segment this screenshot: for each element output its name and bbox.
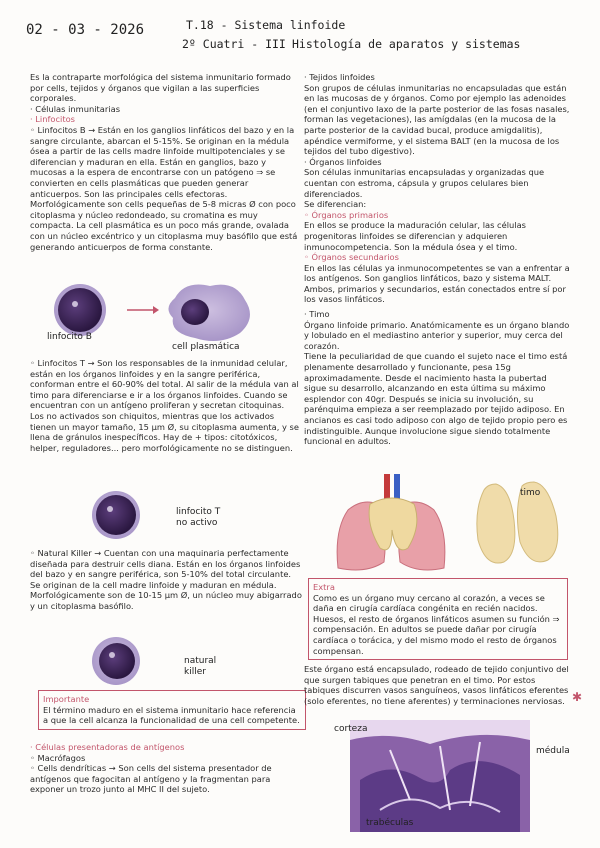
linfocitos-t-text: ◦ Linfocitos T → Son los responsables de la inmunidad celular, están en los órganos linfoides y en la sangre periférica, conforman entre el 60-90% del total. Al salir de la médula van al timo para diferenciarse e ir a los órganos linfoides. Cuando se encuentran con un antígeno proliferan y secretan citoquinas. bbox=[30, 358, 299, 411]
apc-title: · Células presentadoras de antígenos bbox=[30, 742, 185, 752]
cells-title: · Células inmunitarias bbox=[30, 103, 121, 114]
thymus-illustration bbox=[326, 470, 576, 576]
important-box bbox=[38, 690, 306, 730]
important-text: El término maduro en el sistema inmunitario hace referencia a que la cell alcanza la funcionalidad de una cell competente. bbox=[43, 704, 300, 726]
diferencian-text: Se diferencian: bbox=[304, 199, 367, 210]
important-title: Importante bbox=[43, 694, 90, 704]
lymphocyte-b-icon bbox=[54, 284, 106, 336]
star-icon: ✱ bbox=[572, 690, 583, 704]
extra-box bbox=[308, 578, 568, 660]
arrow-icon bbox=[127, 306, 159, 314]
date: 02 - 03 - 2026 bbox=[26, 22, 145, 38]
label-linfocito-t: linfocito T bbox=[176, 507, 221, 517]
label-linfocito-b: linfocito B bbox=[47, 332, 92, 342]
lymphocyte-t-image bbox=[88, 488, 148, 544]
label-killer: killer bbox=[184, 667, 206, 677]
label-medula: médula bbox=[536, 746, 570, 756]
apc-dendriticas: ◦ Cells dendríticas → Son cells del sistema presentador de antígenos que fagocitan al antígeno y la fragmentan para exponer un trozo junto al MHC II del sujeto. bbox=[30, 763, 272, 795]
secundarios-title: ◦ Órganos secundarios bbox=[304, 252, 399, 263]
left-column-t bbox=[30, 358, 302, 453]
apc-macrofagos: ◦ Macrófagos bbox=[30, 752, 86, 763]
nk-text: ◦ Natural Killer → Cuentan con una maquinaria perfectamente diseñada para destruir cells diana. Están en los órganos linfoides del bazo y en sangre periférica, son 5-10% del total circulante. Se originan de la cell madre linfoide y maduran en médula. bbox=[30, 548, 301, 590]
secundarios-text: En ellos las células ya inmunocompetentes se van a enfrentar a los antígenos. Son ganglios linfáticos, bazo y sistema MALT. bbox=[304, 262, 570, 284]
timo-title: · Timo bbox=[304, 309, 330, 320]
course-label: 2º Cuatri - III bbox=[182, 37, 286, 51]
linfocitos-b-text: ◦ Linfocitos B → Están en los ganglios linfáticos del bazo y en la sangre circulante, abarcan el 5-15%. Se originan en la médula ósea a partir de las cells madre linfoide multipotenciales y se diferencian y maduran en ella. Están en ganglios, bazo y mucosas a la espera de encontrarse con un patógeno ⇒ se convierten en cells plasmáticas que pueden generar anticuerpos. Son las principales cells efectoras. bbox=[30, 124, 295, 199]
organos-text: Son células inmunitarias encapsuladas y organizadas que cuentan con estroma, cápsula y grupos celulares bien diferenciados. bbox=[304, 167, 545, 199]
linfocitos-b-morph: Morfológicamente son cells pequeñas de 5-8 micras Ø con poco citoplasma y núcleo redondeado, su cromatina es muy compacta. La cell plasmática es un poco más grande, ovalada con un núcleo excéntrico y un citoplasma muy basófilo que está generando anticuerpos de forma constante. bbox=[30, 199, 298, 252]
label-trabeculas: trabéculas bbox=[366, 818, 414, 828]
conecta-text: Ambos, primarios y secundarios, están conectados entre sí por los vasos linfáticos. bbox=[304, 283, 566, 305]
left-column-nk bbox=[30, 548, 302, 612]
timo-text: Órgano linfoide primario. Anatómicamente es un órgano blando y lobulado en el mediastino anterior y superior, muy cerca del corazón. bbox=[304, 319, 570, 351]
left-column-apc bbox=[30, 742, 302, 795]
thymus-organ-icon bbox=[369, 474, 417, 550]
label-timo: timo bbox=[520, 488, 541, 498]
timo-text2: Tiene la peculiaridad de que cuando el sujeto nace el timo está plenamente desarrollado y funcionante, pesa 15g aproximadamente. Desde el nacimiento hasta la pubertad sigue su desarrollo, alcanzando en esta última su máximo esplendor con 40gr. Después se inicia su involución, su parénquima empieza a ser reemplazado por tejido adiposo. En ancianos es casi todo adiposo con algo de tejido propio pero es indistinguible. Aunque involucione sigue siendo totalmente funcional en adultos. bbox=[304, 351, 568, 447]
subject-title: Histología de aparatos y sistemas bbox=[292, 37, 521, 51]
nk-cell-image bbox=[88, 635, 148, 689]
nk-morph: Morfológicamente son de 10-15 μm Ø, un núcleo muy abigarrado y un citoplasma basófilo. bbox=[30, 590, 302, 611]
organos-title: · Órganos linfoides bbox=[304, 156, 382, 167]
thymus-lobes-icon bbox=[477, 482, 558, 563]
primarios-title: ◦ Órganos primarios bbox=[304, 209, 389, 220]
label-cell-plasmatica: cell plasmática bbox=[172, 342, 240, 352]
capsula-block bbox=[304, 664, 570, 706]
linfocitos-t-text2: Los no activados son chiquitos, mientras que los activados tienen un mayor tamaño, 15 μm Ø, su citoplasma aumenta, y se llena de gránulos inespecíficos. Hay de + tipos: citotóxicos, helper, reguladores... pero morfológicamente no se distinguen. bbox=[30, 410, 299, 453]
capsula-text: Este órgano está encapsulado, rodeado de tejido conjuntivo del que surgen tabiques que penetran en el timo. Por estos tabiques discurren vasos sanguíneos, vasos linfáticos eferentes (solo eferentes, no tiene aferentes) y terminaciones nerviosas. bbox=[304, 664, 569, 706]
label-no-activo: no activo bbox=[176, 518, 218, 528]
label-natural: natural bbox=[184, 656, 217, 666]
tejidos-text: Son grupos de células inmunitarias no encapsuladas que están en las mucosas de y órganos. Como por ejemplo las adenoides (en el conjuntivo laxo de la parte posterior de las fosas nasales, forman las vegetaciones), las amígdalas (en la mucosa de la parte posterior de la cavidad bucal, produce amigdalitis), apéndice vermiforme, y el sistema BALT (en la mucosa de los tejidos del tubo digestivo). bbox=[304, 82, 570, 157]
extra-title: Extra bbox=[313, 582, 335, 592]
extra-text: Como es un órgano muy cercano al corazón, a veces se daña en cirugía cardíaca congénita en recién nacidos. Huesos, el resto de órganos linfáticos asumen su función ⇒ compensación. En adultos se puede dañar por cirugía cardíaca o torácica, y del mismo modo el resto de órganos compensan. bbox=[313, 592, 560, 656]
linfocitos-title: · Linfocitos bbox=[30, 114, 75, 125]
left-column bbox=[30, 72, 302, 252]
label-corteza: corteza bbox=[334, 724, 368, 734]
topic-title: T.18 - Sistema linfoide bbox=[186, 18, 346, 32]
tejidos-title: · Tejidos linfoides bbox=[304, 72, 375, 82]
plasma-cell-icon bbox=[168, 285, 250, 342]
primarios-text: En ellos se produce la maduración celular, las células progenitoras linfoides se diferencian y adquieren inmunocompetencia. Son la médula ósea y el timo. bbox=[304, 220, 527, 252]
right-column bbox=[304, 72, 570, 447]
intro-text: Es la contraparte morfológica del sistema inmunitario formado por cells, tejidos y órganos que vigilan a las superficies corporales. bbox=[30, 72, 291, 104]
thymus-histology-image bbox=[350, 720, 530, 832]
